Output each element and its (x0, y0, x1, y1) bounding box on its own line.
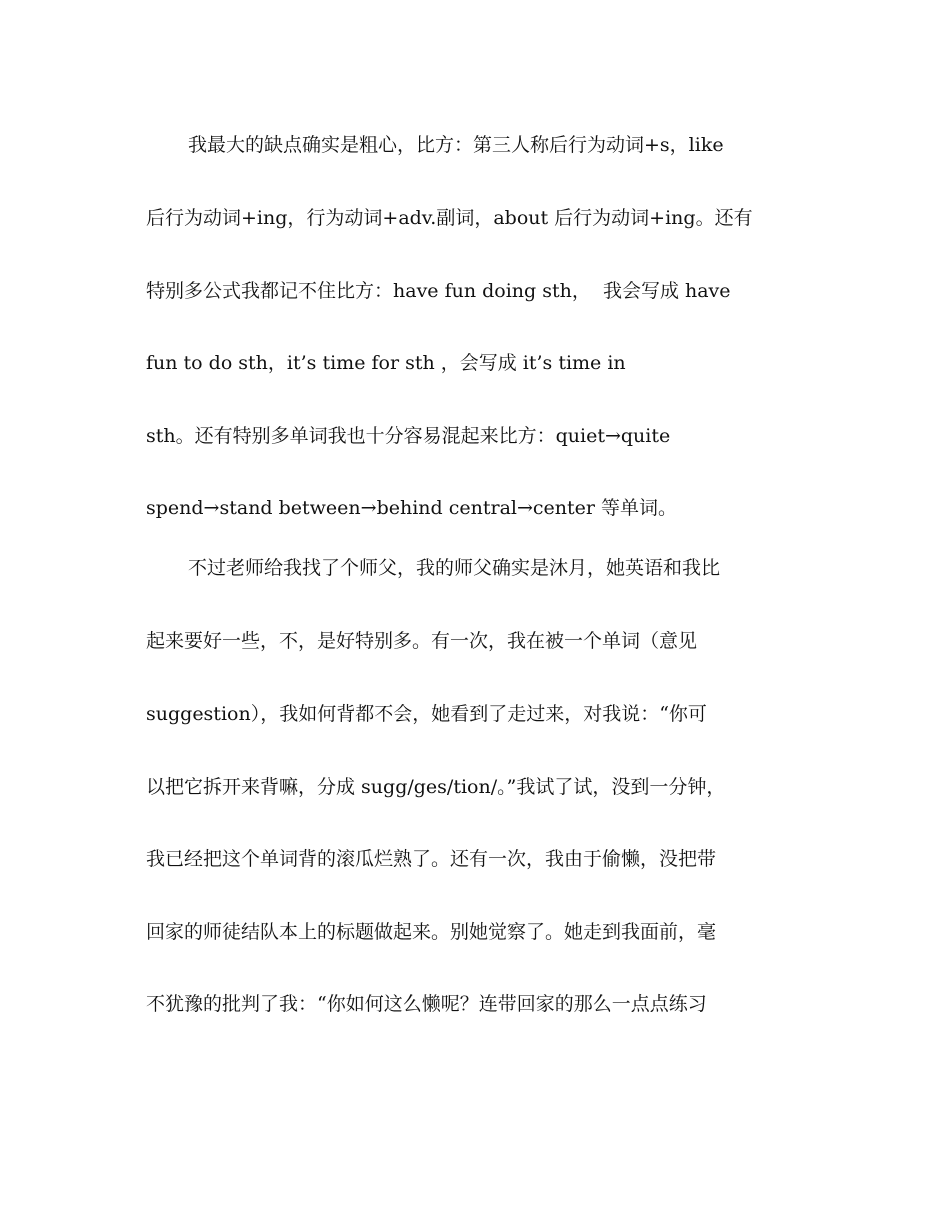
paragraph-1-line-5: sth。还有特别多单词我也十分容易混起来比方：quiet→quite (146, 425, 671, 447)
paragraph-1-line-2: 后行为动词+ing，行为动词+adv.副词，about 后行为动词+ing。还有 (146, 207, 753, 229)
paragraph-2-line-2: 起来要好一些，不，是好特别多。有一次，我在被一个单词（意见 (146, 630, 698, 652)
paragraph-2-line-5: 我已经把这个单词背的滚瓜烂熟了。还有一次，我由于偷懒，没把带 (146, 848, 717, 870)
paragraph-2-line-4: 以把它拆开来背嘛，分成 sugg/ges/tion/。”我试了试，没到一分钟， (146, 776, 726, 798)
paragraph-2-line-1: 不过老师给我找了个师父，我的师父确实是沐月，她英语和我比 (188, 557, 721, 579)
paragraph-1-line-4: fun to do sth，it’s time for sth ，会写成 it’s time in (146, 352, 626, 374)
paragraph-1-line-3: 特别多公式我都记不住比方：have fun doing sth， 我会写成 have (146, 280, 731, 302)
paragraph-2-line-6: 回家的师徒结队本上的标题做起来。别她觉察了。她走到我面前，毫 (146, 921, 717, 943)
paragraph-2-line-3: suggestion），我如何背都不会，她看到了走过来，对我说：“你可 (146, 703, 707, 725)
paragraph-1-line-6: spend→stand between→behind central→center 等单词。 (146, 497, 678, 519)
paragraph-2-line-7: 不犹豫的批判了我：“你如何这么懒呢？连带回家的那么一点点练习 (146, 993, 707, 1015)
paragraph-1-line-1: 我最大的缺点确实是粗心，比方：第三人称后行为动词+s，like (188, 134, 724, 156)
